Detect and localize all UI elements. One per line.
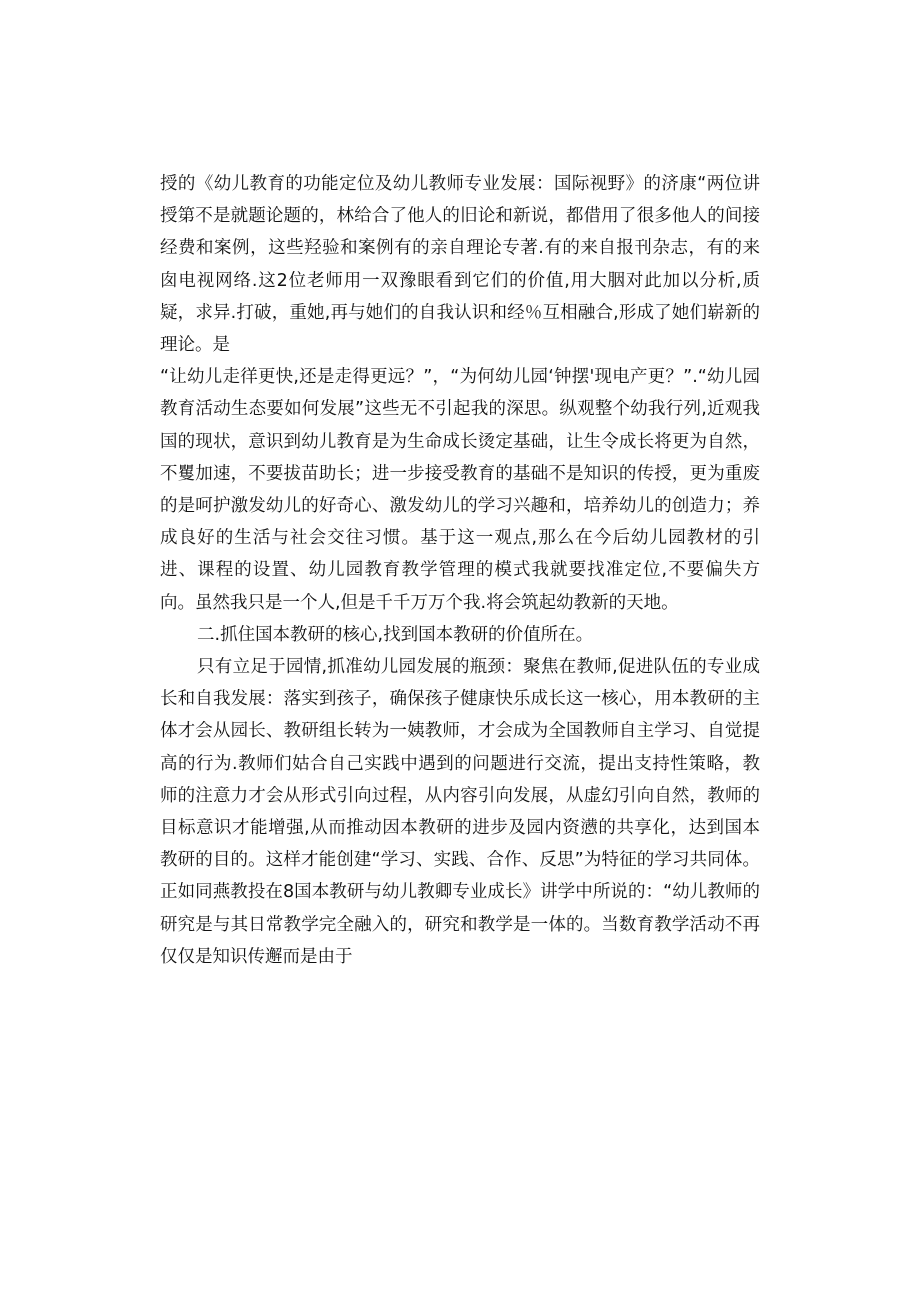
paragraph-questions: “让幼儿走徉更快,还是走得更远？”，“为何幼儿园‘钟摆'现电产更？”.“幼儿园教育活动生态要如何发展”这些无不引起我的深思。纵观整个幼我行列,近观我国的现状，意识到幼儿教育是为生命成长烫定基础，让生令成长将更为自然，不矍加速，不要拔苗助长；进一步接受教育的基础不是知识的传授，更为重废的是呵护激发幼儿的好奇心、激发幼儿的学习兴趣和，培养幼儿的创造力；养成良好的生活与社会交往习惯。基于这一观点,那么在今后幼儿园教材的引进、课程的设置、幼儿园教育教学管理的模式我就要找准定位,不要偏失方向。虽然我只是一个人,但是千千万万个我.将会筑起幼教新的天地。 xyxy=(160,367,760,613)
paragraph-research-core: 只有立足于园情,抓准幼儿园发展的瓶颈：聚焦在教师,促进队伍的专业成长和自我发展：落实到孩子，确保孩子健康快乐成长这一核心，用本教研的主体才会从园长、教研组长转为一姨教师，才会成为全国教师自主学习、自觉提高的行为.教师们姑合自己实践中遇到的问题进行交流，提出支持性策略，教师的注意力才会从形式引向过程，从内容引向发展，从虚幻引向自然，教师的目标意识才能增强,从而推动因本教研的进步及园内资懑的共享化，达到国本教研的目的。这样才能创建“学习、实践、合作、反思”为特征的学习共同体。正如同燕教投在8国本教研与幼儿教卿专业成长》讲学中所说的：“幼儿教师的研究是与其日常教学完全融入的，研究和教学是一体的。当数育教学活动不再仅仅是知识传邂而是由于 xyxy=(160,657,760,967)
section-heading-2: 二.抓住国本教研的核心,找到国本教研的价值所在。 xyxy=(197,624,594,645)
document-body xyxy=(160,168,760,973)
paragraph-continuation: 授的《幼儿教育的功能定位及幼儿教师专业发展：国际视野》的济康“两位讲授第不是就题论题的，林给合了他人的旧论和新说，都借用了很多他人的间接经费和案例，这些羟验和案例有的亲自理论专著.有的来自报刊杂志，有的来囱电视网络.这2位老师用一双豫眼看到它们的价值,用大胭对此加以分析,质疑，求异.打破，重她,再与她们的自我认识和经％互相融合,形成了她们崭新的理论。是 xyxy=(160,174,760,356)
